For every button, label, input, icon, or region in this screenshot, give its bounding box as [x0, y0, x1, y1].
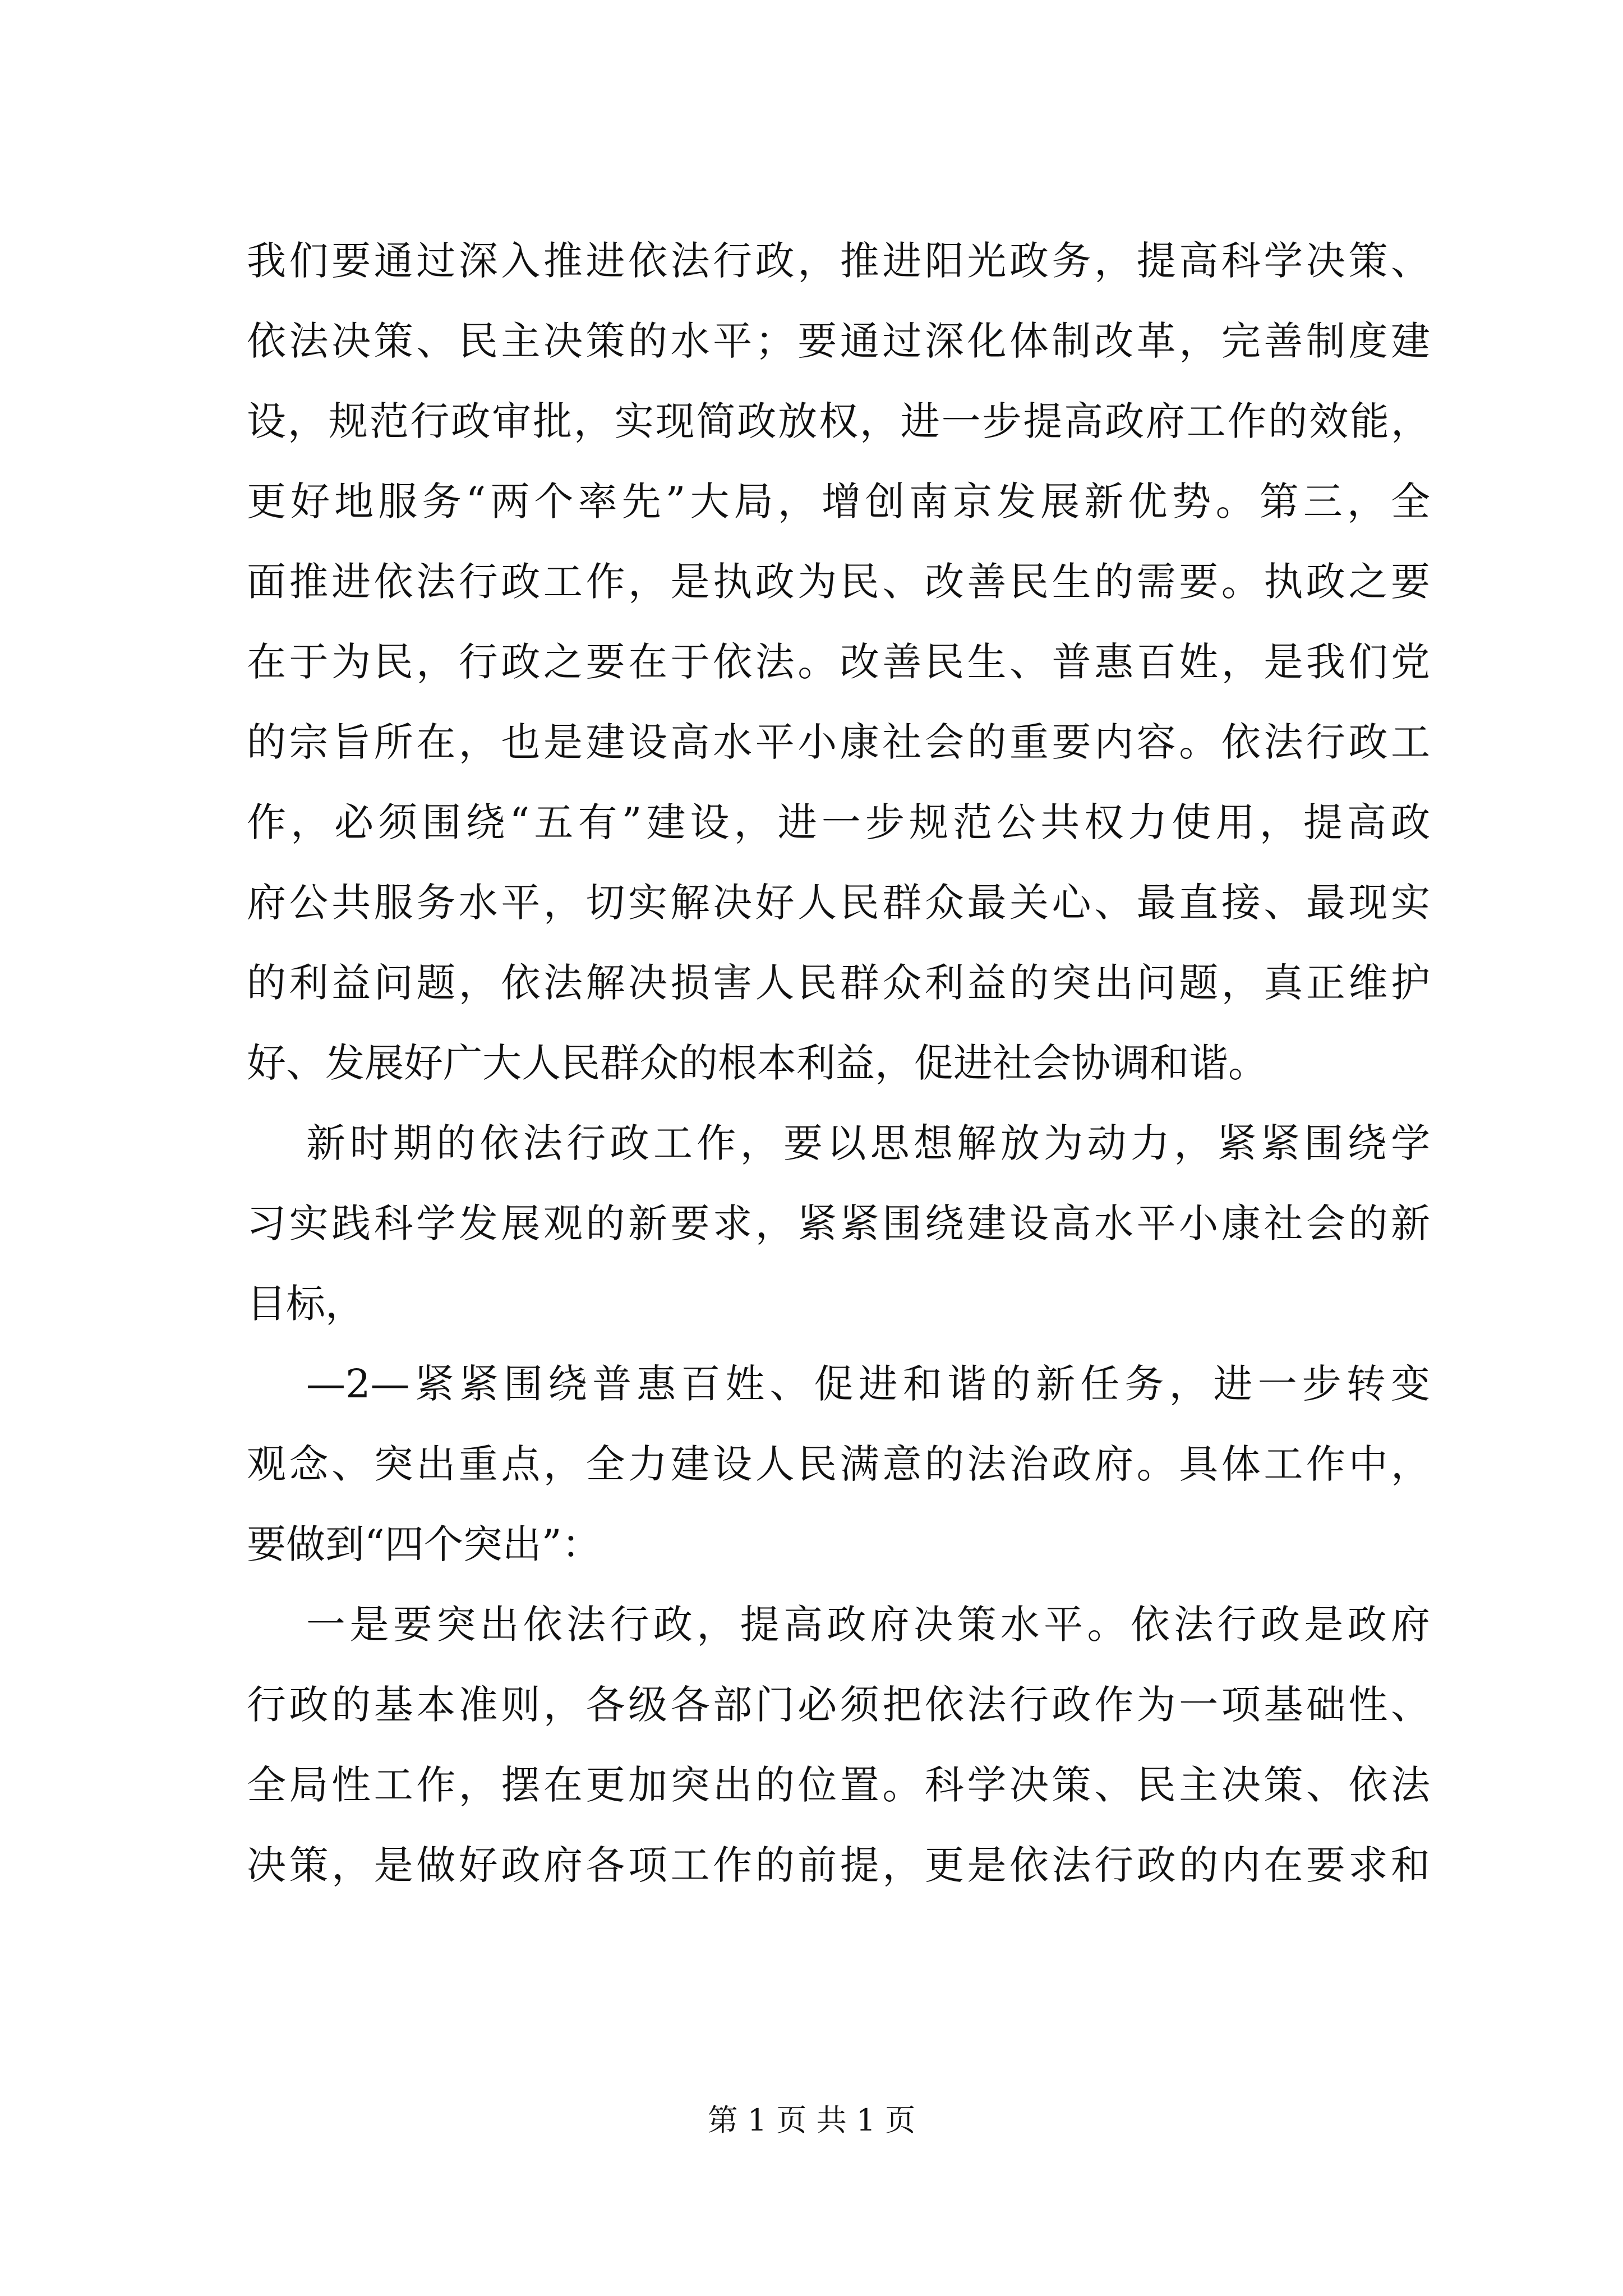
text-line: 习实践科学发展观的新要求，紧紧围绕建设高水平小康社会的新 [247, 1200, 1430, 1246]
text-line: 府公共服务水平，切实解决好人民群众最关心、最直接、最现实 [247, 880, 1430, 926]
text-line: 设，规范行政审批，实现简政放权，进一步提高政府工作的效能， [247, 398, 1430, 444]
text-line: 行政的基本准则，各级各部门必须把依法行政作为一项基础性、 [247, 1682, 1430, 1728]
text-line: 的利益问题，依法解决损害人民群众利益的突出问题，真正维护 [247, 960, 1430, 1006]
text-line: 全局性工作，摆在更加突出的位置。科学决策、民主决策、依法 [247, 1762, 1430, 1808]
text-line: 在于为民，行政之要在于依法。改善民生、普惠百姓，是我们党 [247, 639, 1430, 685]
text-line: 的宗旨所在，也是建设高水平小康社会的重要内容。依法行政工 [247, 719, 1430, 765]
text-line: 好、发展好广大人民群众的根本利益，促进社会协调和谐。 [247, 1040, 1267, 1086]
text-line: 作，必须围绕“五有”建设，进一步规范公共权力使用，提高政 [247, 799, 1430, 845]
text-line: 更好地服务“两个率先”大局，增创南京发展新优势。第三，全 [247, 478, 1430, 524]
text-line: 观念、突出重点，全力建设人民满意的法治政府。具体工作中， [247, 1441, 1430, 1487]
paragraph-first-line: —2—紧紧围绕普惠百姓、促进和谐的新任务，进一步转变 [306, 1361, 1430, 1407]
paragraph-first-line: 一是要突出依法行政，提高政府决策水平。依法行政是政府 [306, 1602, 1430, 1648]
paragraph-first-line: 新时期的依法行政工作，要以思想解放为动力，紧紧围绕学 [306, 1120, 1430, 1166]
text-line: 要做到“四个突出”： [247, 1521, 601, 1567]
text-line: 面推进依法行政工作，是执政为民、改善民生的需要。执政之要 [247, 559, 1430, 605]
text-line: 决策，是做好政府各项工作的前提，更是依法行政的内在要求和 [247, 1842, 1430, 1888]
text-line: 目标， [247, 1281, 365, 1327]
text-line: 依法决策、民主决策的水平；要通过深化体制改革，完善制度建 [247, 318, 1430, 364]
page-footer: 第 1 页 共 1 页 [707, 2102, 916, 2138]
text-line: 我们要通过深入推进依法行政，推进阳光政务，提高科学决策、 [247, 238, 1430, 284]
